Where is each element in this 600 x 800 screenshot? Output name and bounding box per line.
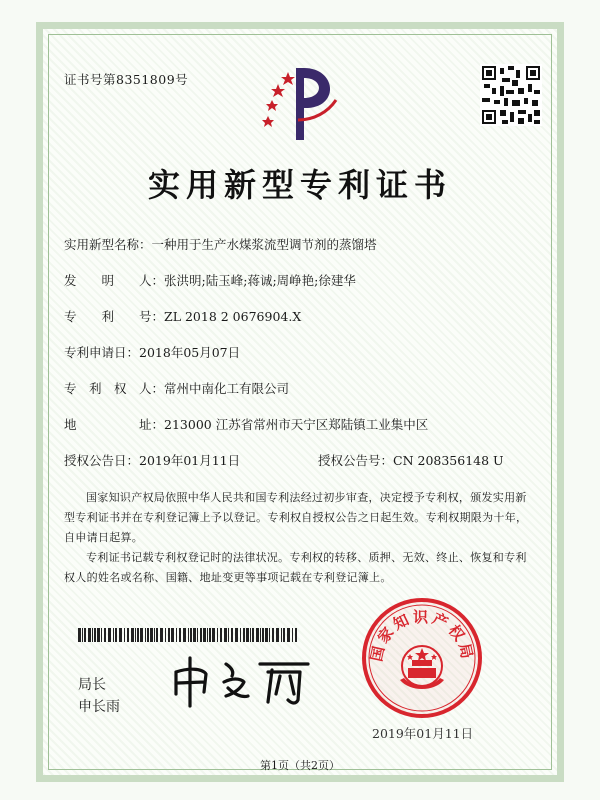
field-value: 一种用于生产水煤浆流型调节剂的蒸馏塔	[151, 237, 377, 252]
field-grant-number	[318, 451, 504, 469]
field-label: 专利申请日：	[64, 345, 140, 360]
seal-date: 2019年01月11日	[372, 726, 474, 741]
field-label: 授权公告日：	[64, 453, 140, 468]
field-patent-number	[64, 307, 301, 325]
certificate-number: 证书号第8351809号	[64, 72, 189, 87]
field-value: 张洪明;陆玉峰;蒋诚;周峥艳;徐建华	[164, 273, 356, 288]
grant-statement: 国家知识产权局依照中华人民共和国专利法经过初步审查，决定授予专利权，颁发实用新型专利证书并在专利登记簿上予以登记。专利权自授权公告之日起生效。专利权期限为十年，自申请日起算。	[64, 491, 528, 544]
field-label: 地 址：	[64, 417, 165, 432]
field-address	[64, 415, 428, 433]
official-seal-icon	[360, 596, 484, 720]
legal-status-statement: 专利证书记载专利权登记时的法律状况。专利权的转移、质押、无效、终止、恢复和专利权人的姓名或名称、国籍、地址变更等事项记载在专利登记簿上。	[64, 551, 527, 584]
field-value: CN 208356148 U	[393, 453, 504, 468]
barcode-icon	[78, 628, 300, 642]
signatory-name: 申长雨	[78, 699, 120, 715]
certificate-title: 实用新型专利证书	[147, 166, 452, 204]
handwritten-signature-icon	[168, 650, 316, 710]
field-label: 实用新型名称：	[64, 237, 152, 252]
field-label: 授权公告号：	[318, 453, 394, 468]
field-label: 专 利 权 人：	[64, 381, 165, 396]
field-application-date	[64, 343, 240, 361]
signatory-block	[78, 674, 120, 718]
field-grant-date	[64, 451, 240, 469]
signatory-role: 局长	[78, 677, 106, 693]
field-value: ZL 2018 2 0676904.X	[164, 309, 302, 324]
field-value: 2019年01月11日	[139, 453, 241, 468]
field-value: 213000 江苏省常州市天宁区郑陆镇工业集中区	[164, 417, 429, 432]
field-utility-model-name	[64, 235, 377, 253]
field-inventors	[64, 271, 356, 289]
svg-text:国家知识产权局: 国家知识产权局	[367, 608, 477, 664]
qr-code-icon	[480, 64, 542, 126]
field-label: 发 明 人：	[64, 273, 165, 288]
field-patentee	[64, 379, 289, 397]
field-value: 2018年05月07日	[139, 345, 241, 360]
patent-office-logo-icon	[258, 62, 344, 144]
field-label: 专 利 号：	[64, 309, 165, 324]
page-indicator: 第1页（共2页）	[260, 759, 340, 772]
field-value: 常州中南化工有限公司	[164, 381, 290, 396]
